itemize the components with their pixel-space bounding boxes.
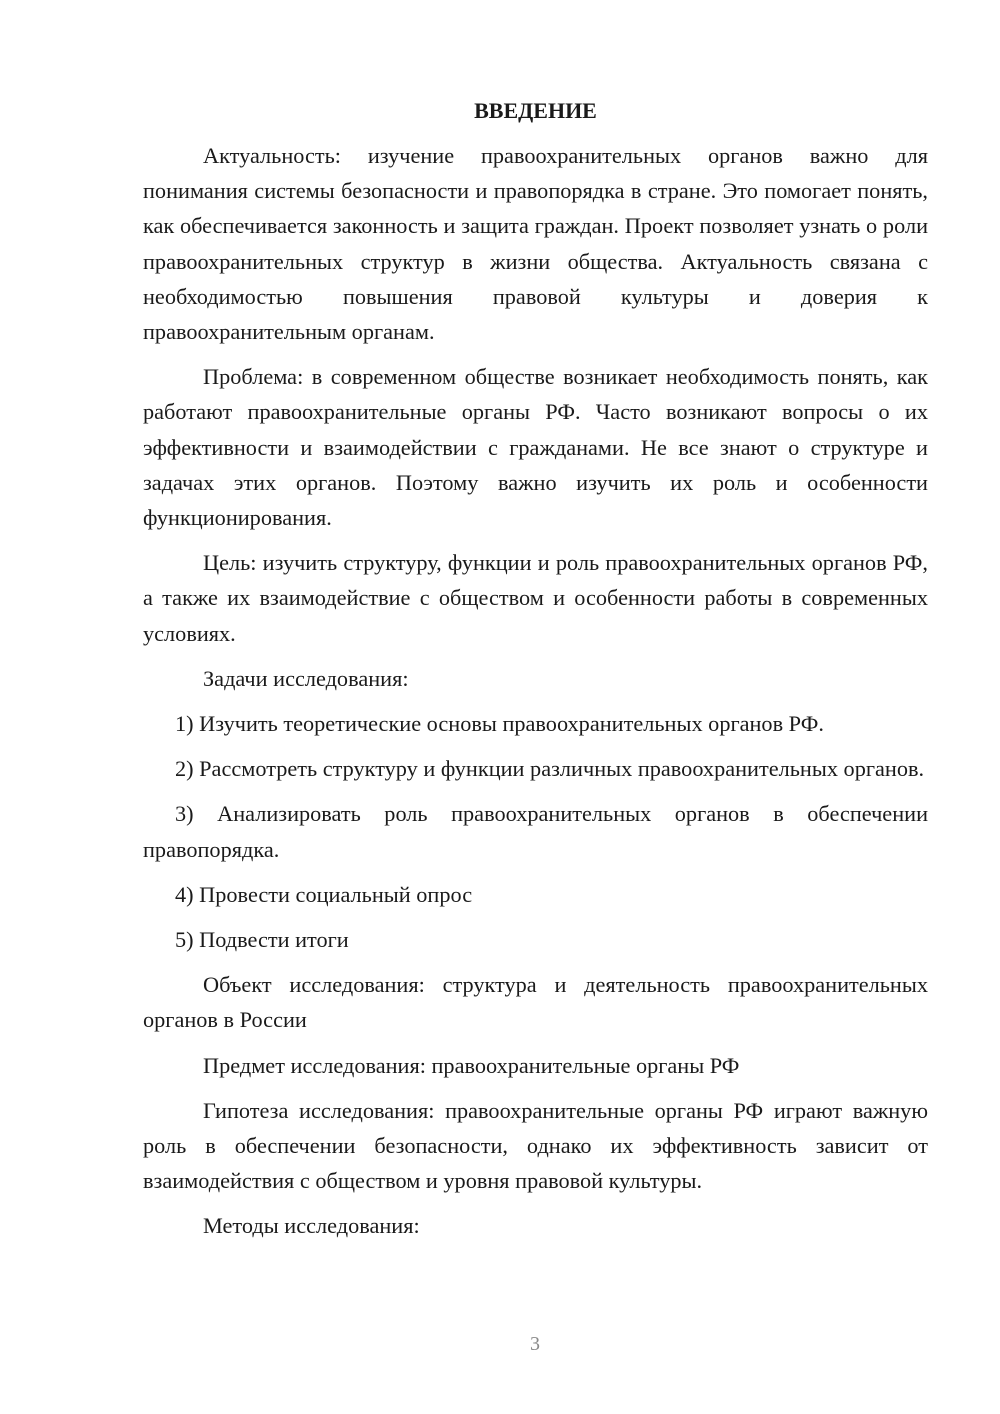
task-item-4: 4) Провести социальный опрос — [175, 881, 473, 907]
paragraph-object: Объект исследования: структура и деятельность правоохранительных органов в России — [143, 972, 928, 1033]
page-title: ВВЕДЕНИЕ — [474, 98, 597, 123]
page-number: 3 — [530, 1333, 540, 1355]
document-page — [143, 96, 928, 1254]
task-item-3: 3) Анализировать роль правоохранительных органов в обеспечении правопорядка. — [143, 801, 928, 862]
task-item-2: 2) Рассмотреть структуру и функции различных правоохранительных органов. — [175, 756, 925, 782]
task-item-5: 5) Подвести итоги — [175, 927, 349, 953]
paragraph-hypothesis: Гипотеза исследования: правоохранительные органы РФ играют важную роль в обеспечении безопасности, однако их эффективность зависит от взаимодействия с обществом и уровня правовой культуры. — [143, 1097, 928, 1194]
paragraph-relevance: Актуальность: изучение правоохранительных органов важно для понимания системы безопасности и правопорядка в стране. Это помогает понять, как обеспечивается законность и защита граждан. Проект позволяет узнать о роли правоохранительных структур в жизни общества. Актуальность связана с необходимостью повышения правовой культуры и доверия к правоохранительным органам. — [143, 143, 928, 345]
paragraph-subject: Предмет исследования: правоохранительные органы РФ — [203, 1052, 740, 1078]
paragraph-problem: Проблема: в современном обществе возникает необходимость понять, как работают правоохранительные органы РФ. Часто возникают вопросы о их эффективности и взаимодействии с гражданами. Не все знают о структуре и задачах этих органов. Поэтому важно изучить их роль и особенности функционирования. — [143, 364, 928, 531]
paragraph-goal: Цель: изучить структуру, функции и роль правоохранительных органов РФ, а также их взаимодействие с обществом и особенности работы в современных условиях. — [143, 550, 928, 646]
paragraph-tasks-heading: Задачи исследования: — [203, 665, 409, 691]
task-item-1: 1) Изучить теоретические основы правоохранительных органов РФ. — [175, 711, 824, 737]
paragraph-methods: Методы исследования: — [203, 1213, 420, 1239]
